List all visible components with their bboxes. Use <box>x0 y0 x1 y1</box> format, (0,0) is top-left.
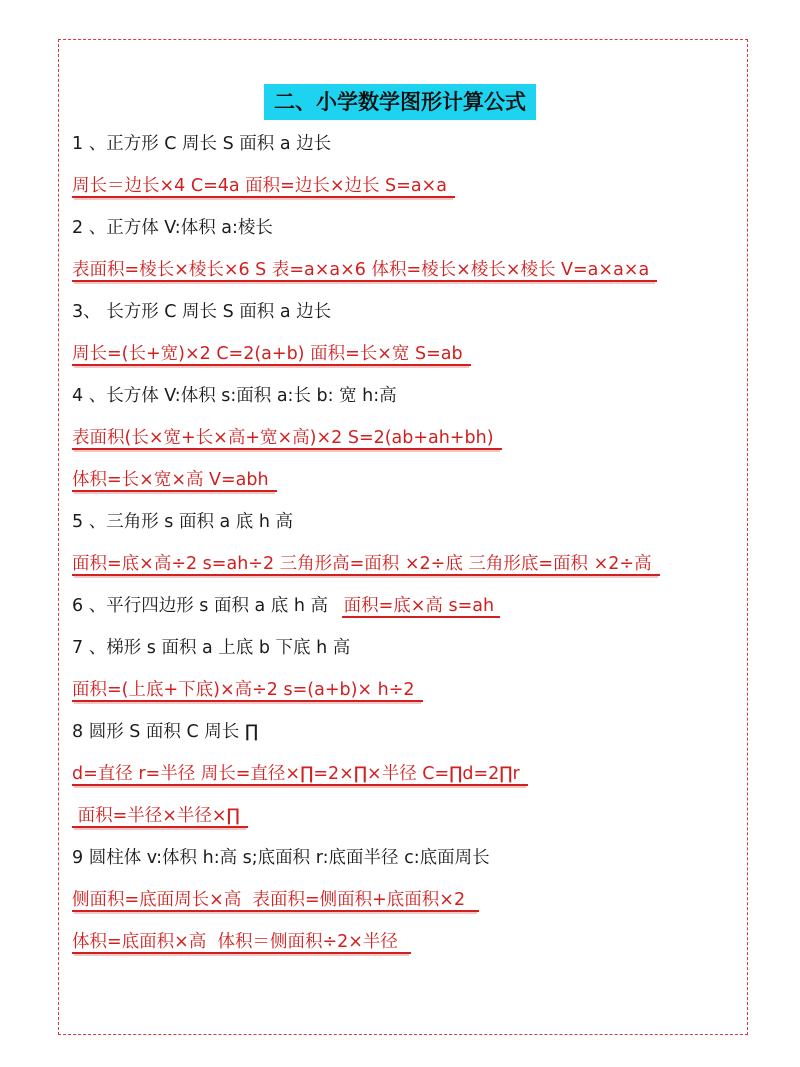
triangle-formula-line <box>72 551 660 577</box>
triangle-heading: 5 、三角形 s 面积 a 底 h 高 <box>72 512 294 532</box>
cube-formula-line <box>72 257 657 283</box>
cuboid-volume-line <box>72 467 277 493</box>
rectangle-formula: 周长=(长+宽)×2 C=2(a+b) 面积=长×宽 S=ab <box>72 344 471 366</box>
cuboid-heading: 4 、长方体 V:体积 s:面积 a:长 b: 宽 h:高 <box>72 386 397 406</box>
cylinder-volume-formula: 体积=底面积×高 体积＝侧面积÷2×半径 <box>72 932 411 954</box>
circle-heading: 8 圆形 S 面积 C 周长 ∏ <box>72 722 259 742</box>
parallelogram-formula: 面积=底×高 s=ah <box>342 596 500 618</box>
triangle-formula: 面积=底×高÷2 s=ah÷2 三角形高=面积 ×2÷底 三角形底=面积 ×2÷高 <box>72 554 660 576</box>
parallelogram-heading: 6 、平行四边形 s 面积 a 底 h 高 <box>72 596 329 616</box>
circle-area-line <box>72 803 248 829</box>
cylinder-heading: 9 圆柱体 v:体积 h:高 s;底面积 r:底面半径 c:底面周长 <box>72 848 490 868</box>
cube-formula: 表面积=棱长×棱长×6 S 表=a×a×6 体积=棱长×棱长×棱长 V=a×a×a <box>72 260 657 282</box>
circle-circumference-line <box>72 761 528 787</box>
square-formula-line <box>72 173 455 199</box>
title-container <box>0 84 800 120</box>
cube-heading: 2 、正方体 V:体积 a:棱长 <box>72 218 273 238</box>
cuboid-surface-line <box>72 425 502 451</box>
cylinder-surface-line <box>72 887 479 913</box>
cylinder-surface-formula: 侧面积=底面周长×高 表面积=侧面积+底面积×2 <box>72 890 479 912</box>
rectangle-formula-line <box>72 341 471 367</box>
page-title: 二、小学数学图形计算公式 <box>264 84 536 120</box>
cuboid-volume-formula: 体积=长×宽×高 V=abh <box>72 470 277 492</box>
trapezoid-formula-line <box>72 677 423 703</box>
square-formula: 周长＝边长×4 C=4a 面积=边长×边长 S=a×a <box>72 176 455 198</box>
circle-area-formula: 面积=半径×半径×∏ <box>72 806 248 828</box>
trapezoid-heading: 7 、梯形 s 面积 a 上底 b 下底 h 高 <box>72 638 351 658</box>
square-heading: 1 、正方形 C 周长 S 面积 a 边长 <box>72 134 332 154</box>
circle-circumference-formula: d=直径 r=半径 周长=直径×∏=2×∏×半径 C=∏d=2∏r <box>72 764 528 786</box>
rectangle-heading: 3、 长方形 C 周长 S 面积 a 边长 <box>72 302 332 322</box>
parallelogram-line <box>72 593 500 619</box>
cylinder-volume-line <box>72 929 411 955</box>
cuboid-surface-formula: 表面积(长×宽+长×高+宽×高)×2 S=2(ab+ah+bh) <box>72 428 502 450</box>
trapezoid-formula: 面积=(上底+下底)×高÷2 s=(a+b)× h÷2 <box>72 680 423 702</box>
